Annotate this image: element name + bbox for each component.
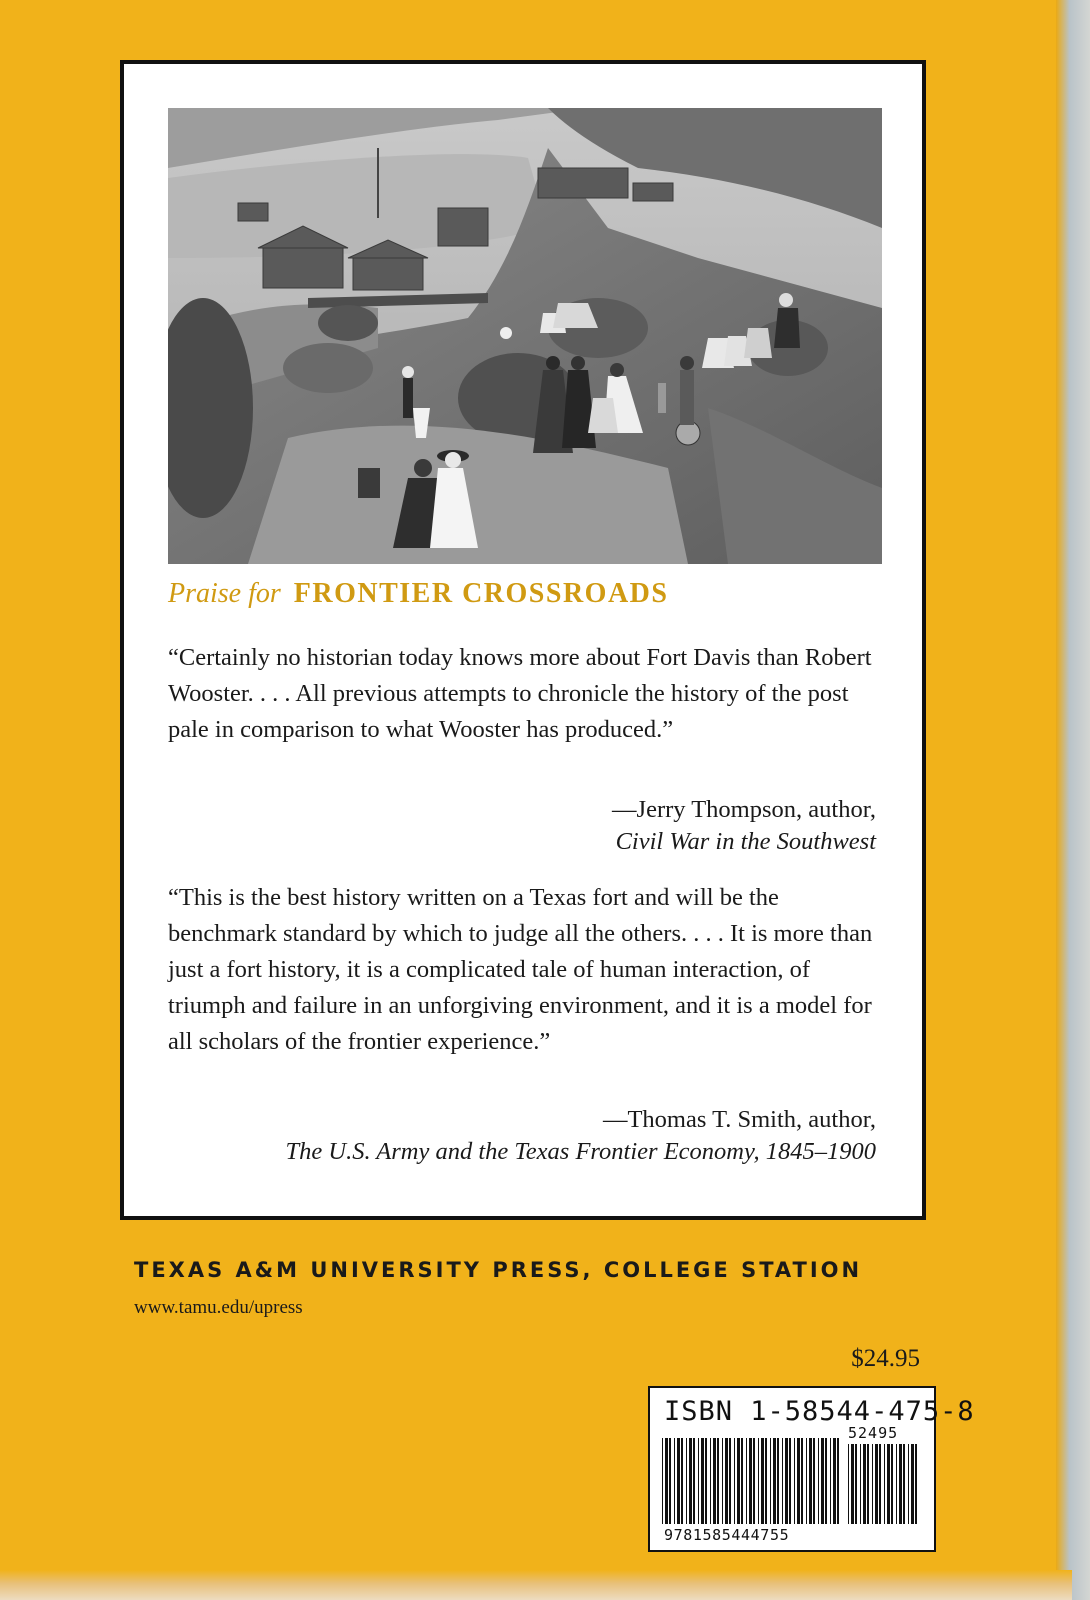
attribution-work: Civil War in the Southwest bbox=[615, 828, 876, 855]
page-edge-bottom bbox=[0, 1570, 1072, 1600]
barcode-bar bbox=[770, 1438, 771, 1524]
barcode-bar bbox=[674, 1438, 675, 1524]
barcode-bar bbox=[809, 1438, 812, 1524]
barcode-bar bbox=[746, 1438, 747, 1524]
barcode-bar bbox=[837, 1438, 839, 1524]
addon-code: 52495 bbox=[848, 1424, 899, 1442]
barcode-bar bbox=[801, 1438, 803, 1524]
barcode-bar bbox=[689, 1438, 692, 1524]
barcode-bar bbox=[753, 1438, 755, 1524]
barcode-bar bbox=[794, 1438, 795, 1524]
barcode-bar bbox=[705, 1438, 707, 1524]
barcode-bar bbox=[785, 1438, 788, 1524]
barcode-bar bbox=[908, 1444, 909, 1524]
barcode-bar bbox=[813, 1438, 815, 1524]
barcode-bar bbox=[749, 1438, 752, 1524]
content-panel bbox=[120, 60, 926, 1220]
price-label: $24.95 bbox=[851, 1345, 920, 1372]
quote-smith: “This is the best history written on a Texas fort and will be the benchmark standard by which to judge all the others. . . . It is more than just a fort history, it is a complicated tale of human interaction, of triumph and failure in an unforgiving environment, and it is a model for all scholars of the frontier experience.” bbox=[168, 884, 873, 1055]
barcode-bar bbox=[872, 1444, 873, 1524]
barcode-bar bbox=[884, 1444, 885, 1524]
attribution-author: —Thomas T. Smith, author, bbox=[602, 1106, 876, 1133]
barcode-bar bbox=[821, 1438, 824, 1524]
barcode-bar bbox=[915, 1444, 917, 1524]
barcode-bar bbox=[875, 1444, 878, 1524]
fort-davis-photo-illustration bbox=[168, 108, 882, 564]
barcode-bar bbox=[806, 1438, 807, 1524]
barcode-bar bbox=[789, 1438, 791, 1524]
attribution-thompson bbox=[612, 794, 876, 858]
barcode-bar bbox=[830, 1438, 831, 1524]
praise-heading bbox=[168, 578, 668, 618]
isbn-number: ISBN 1-58544-475-8 bbox=[664, 1396, 975, 1427]
barcode-bar bbox=[662, 1438, 663, 1524]
barcode-bar bbox=[698, 1438, 699, 1524]
barcode-bar bbox=[761, 1438, 764, 1524]
barcode-bar bbox=[891, 1444, 893, 1524]
barcode-bar bbox=[741, 1438, 743, 1524]
barcode-bar bbox=[773, 1438, 776, 1524]
historical-photo bbox=[168, 108, 882, 564]
barcode-bar bbox=[686, 1438, 687, 1524]
barcode-bar bbox=[669, 1438, 671, 1524]
barcode-bar bbox=[896, 1444, 897, 1524]
barcode-bar bbox=[681, 1438, 683, 1524]
barcode-bar bbox=[710, 1438, 711, 1524]
barcode-bar bbox=[825, 1438, 827, 1524]
barcode-bar bbox=[848, 1444, 849, 1524]
barcode-bar bbox=[665, 1438, 668, 1524]
barcode-bar bbox=[863, 1444, 866, 1524]
barcode-bar bbox=[765, 1438, 767, 1524]
barcode-bar bbox=[777, 1438, 779, 1524]
quote-thompson: “Certainly no historian today knows more about Fort Davis than Robert Wooster. . . . All previous attempts to chronicle the history of the post pale in comparison to what Wooster has produced.” bbox=[168, 644, 872, 743]
barcode-bar bbox=[717, 1438, 719, 1524]
barcode-bar bbox=[833, 1438, 836, 1524]
barcode-bar bbox=[737, 1438, 740, 1524]
attribution-work: The U.S. Army and the Texas Frontier Economy, 1845–1900 bbox=[285, 1138, 876, 1165]
barcode-bar bbox=[879, 1444, 881, 1524]
barcode-bar bbox=[851, 1444, 854, 1524]
attribution-author: —Jerry Thompson, author, bbox=[612, 796, 876, 823]
attribution-smith bbox=[286, 1104, 876, 1168]
barcode-bar bbox=[818, 1438, 819, 1524]
book-title: FRONTIER CROSSROADS bbox=[293, 578, 669, 609]
addon-barcode-bars bbox=[848, 1444, 922, 1524]
barcode-bar bbox=[725, 1438, 728, 1524]
ean-number: 9781585444755 bbox=[664, 1526, 790, 1544]
publisher-name: TEXAS A&M UNIVERSITY PRESS, COLLEGE STATION bbox=[134, 1258, 863, 1282]
barcode-bar bbox=[797, 1438, 800, 1524]
barcode-bar bbox=[867, 1444, 869, 1524]
barcode-bar bbox=[911, 1444, 914, 1524]
ean-barcode-bars bbox=[662, 1438, 844, 1524]
barcode-bar bbox=[903, 1444, 905, 1524]
barcode-bar bbox=[758, 1438, 759, 1524]
barcode-bar bbox=[701, 1438, 704, 1524]
barcode-bar bbox=[899, 1444, 902, 1524]
isbn-barcode bbox=[648, 1386, 975, 1552]
barcode-bar bbox=[782, 1438, 783, 1524]
barcode-bar bbox=[677, 1438, 680, 1524]
publisher-url[interactable]: www.tamu.edu/upress bbox=[134, 1297, 303, 1318]
barcode-bar bbox=[729, 1438, 731, 1524]
barcode-bar bbox=[887, 1444, 890, 1524]
barcode-bar bbox=[855, 1444, 857, 1524]
page-edge-right bbox=[1056, 0, 1090, 1600]
barcode-bar bbox=[722, 1438, 723, 1524]
praise-prefix: Praise for bbox=[168, 578, 281, 609]
barcode-bar bbox=[693, 1438, 695, 1524]
barcode-bar bbox=[713, 1438, 716, 1524]
barcode-bar bbox=[734, 1438, 735, 1524]
barcode-bar bbox=[860, 1444, 861, 1524]
